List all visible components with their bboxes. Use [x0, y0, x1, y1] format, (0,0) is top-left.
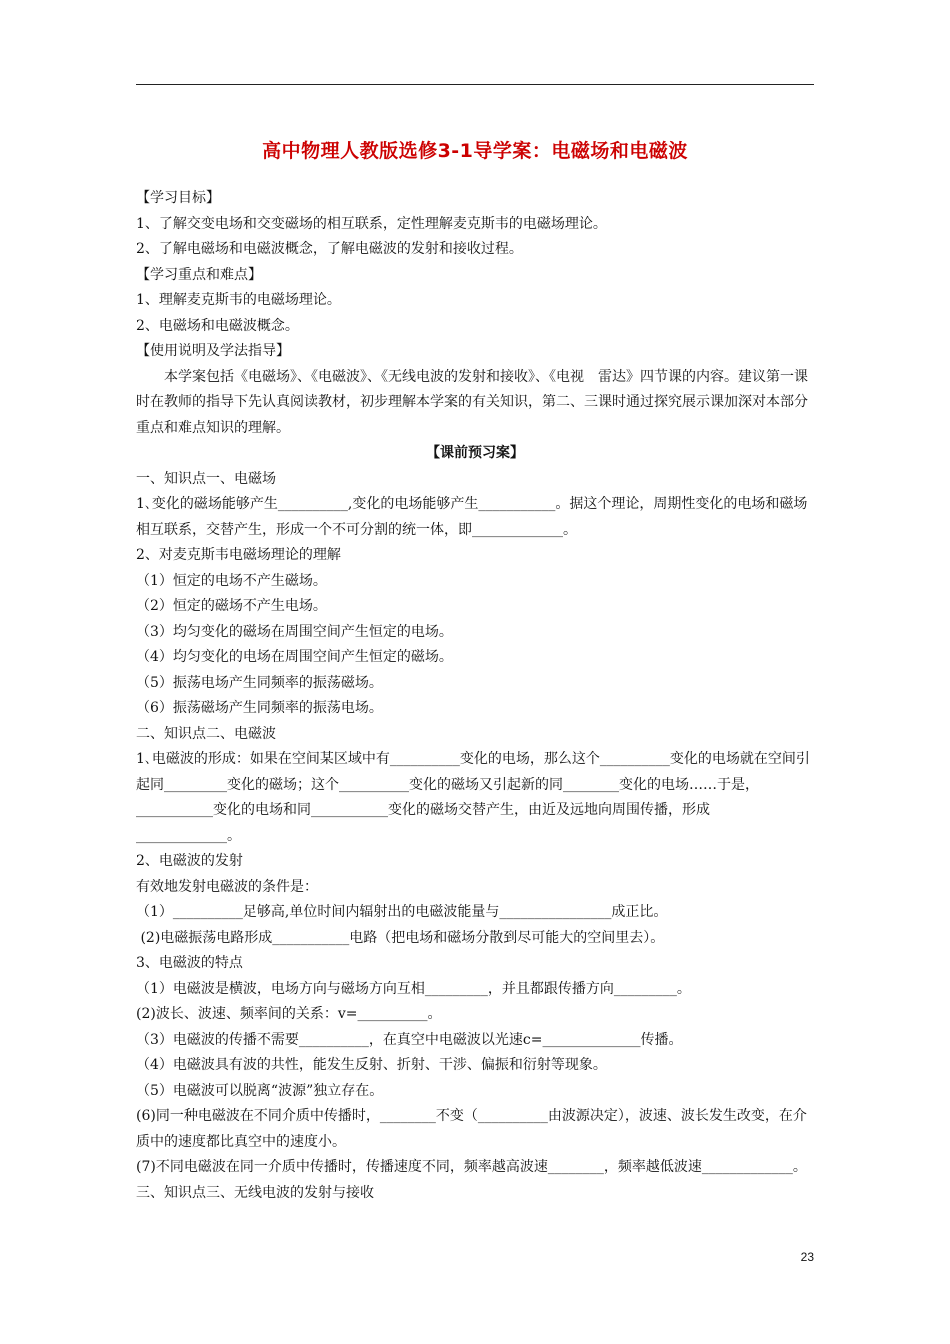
paragraph: （1）__________足够高,单位时间内辐射出的电磁波能量与________________成正比。: [136, 904, 668, 920]
page-number: 23: [800, 1250, 814, 1264]
paragraph: 本学案包括《电磁场》、《电磁波》、《无线电波的发射和接收》、《电视 雷达》四节课的内容。建议第一课时在教师的指导下先认真阅读教材，初步理解本学案的有关知识，第二、三课时通过探究展示课加深对本部分重点和难点知识的理解。: [136, 368, 808, 436]
paragraph: 【学习目标】: [136, 190, 220, 206]
paragraph: 【使用说明及学法指导】: [136, 343, 290, 359]
paragraph: 【学习重点和难点】: [136, 266, 262, 283]
paragraph: (7)不同电磁波在同一介质中传播时，传播速度不同，频率越高波速________，频率越低波速_____________。: [136, 1159, 807, 1175]
section-heading: 【课前预习案】: [426, 445, 524, 461]
paragraph: 一、知识点一、电磁场: [136, 470, 276, 487]
header-rule: [136, 84, 814, 85]
paragraph: （2）恒定的磁场不产生电场。: [136, 598, 327, 614]
document-body: [136, 186, 814, 1206]
paragraph: (6)同一种电磁波在不同介质中传播时，________不变（__________由波源决定），波速、波长发生改变，在介质中的速度都比真空中的速度小。: [136, 1108, 807, 1150]
paragraph: 2、对麦克斯韦电磁场理论的理解: [136, 547, 341, 563]
paragraph: （1）电磁波是横波，电场方向与磁场方向互相_________，并且都跟传播方向_________。: [136, 980, 691, 997]
paragraph: 2、电磁波的发射: [136, 853, 243, 869]
paragraph: 有效地发射电磁波的条件是：: [136, 878, 318, 895]
paragraph: （5）电磁波可以脱离“波源”独立存在。: [136, 1082, 384, 1099]
paragraph: 3、电磁波的特点: [136, 955, 243, 971]
paragraph: 2、了解电磁场和电磁波概念，了解电磁波的发射和接收过程。: [136, 241, 523, 257]
paragraph: （3）电磁波的传播不需要__________，在真空中电磁波以光速c=______________传播。: [136, 1031, 683, 1048]
paragraph: （6）振荡磁场产生同频率的振荡电场。: [136, 700, 383, 716]
paragraph: 1、了解交变电场和交变磁场的相互联系，定性理解麦克斯韦的电磁场理论。: [136, 215, 607, 232]
paragraph: 1､变化的磁场能够产生__________,变化的电场能够产生___________。据这个理论，周期性变化的电场和磁场相互联系，交替产生，形成一个不可分割的统一体，即_____________。: [136, 496, 808, 538]
paragraph: 1､电磁波的形成：如果在空间某区域中有__________变化的电场，那么这个__________变化的电场就在空间引起同_________变化的磁场；这个__________变化的磁场又引起新的同________变化的电场……于是，___________变化的电场和同___________变化的磁场交替产生，由近及远地向周围传播，形成_____________。: [136, 751, 810, 844]
document-title: 高中物理人教版选修3-1导学案：电磁场和电磁波: [262, 140, 688, 162]
paragraph: （5）振荡电场产生同频率的振荡磁场。: [136, 674, 383, 691]
paragraph: (2)波长、波速、频率间的关系：v=__________。: [136, 1006, 442, 1022]
paragraph: （1）恒定的电场不产生磁场。: [136, 572, 327, 589]
paragraph: 2、电磁场和电磁波概念。: [136, 317, 299, 334]
paragraph: 三、知识点三、无线电波的发射与接收: [136, 1184, 374, 1201]
paragraph: 1、理解麦克斯韦的电磁场理论。: [136, 292, 341, 308]
paragraph: （4）电磁波具有波的共性，能发生反射、折射、干涉、偏振和衍射等现象。: [136, 1057, 607, 1073]
paragraph: （3）均匀变化的磁场在周围空间产生恒定的电场。: [136, 623, 453, 640]
paragraph: （4）均匀变化的电场在周围空间产生恒定的磁场。: [136, 649, 453, 665]
paragraph: (2)电磁振荡电路形成___________电路（把电场和磁场分散到尽可能大的空间里去）。: [136, 929, 665, 946]
paragraph: 二、知识点二、电磁波: [136, 725, 276, 742]
